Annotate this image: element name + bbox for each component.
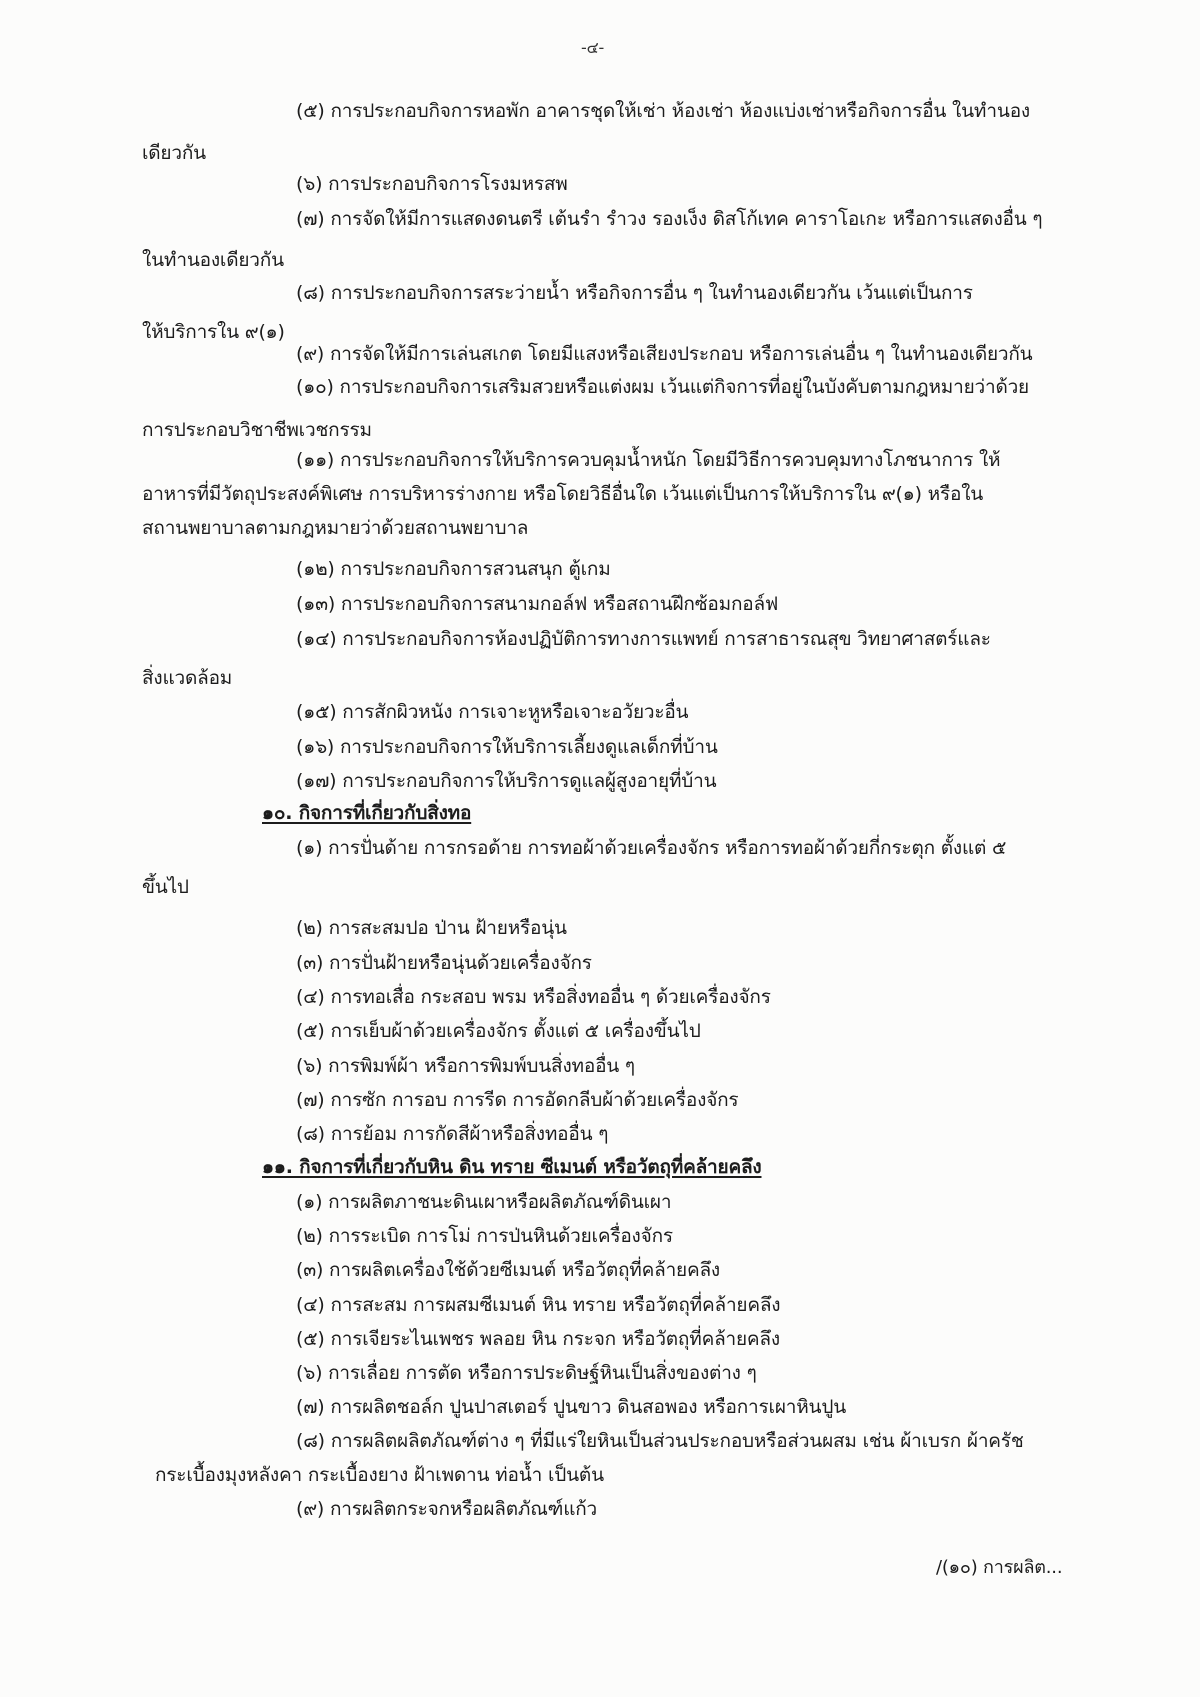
item-9-17: (๑๗) การประกอบกิจการให้บริการดูแลผู้สูงอายุที่บ้าน bbox=[296, 770, 717, 792]
continuation-note: /(๑๐) การผลิต... bbox=[936, 1557, 1063, 1578]
item-10-3: (๓) การปั่นฝ้ายหรือนุ่นด้วยเครื่องจักร bbox=[296, 952, 592, 974]
item-11-8: (๘) การผลิตผลิตภัณฑ์ต่าง ๆ ที่มีแร่ใยหินเป็นส่วนประกอบหรือส่วนผสม เช่น ผ้าเบรก ผ้าครัช bbox=[296, 1430, 1024, 1452]
item-9-8-cont: ให้บริการใน ๙(๑) bbox=[142, 321, 285, 343]
item-10-8: (๘) การย้อม การกัดสีผ้าหรือสิ่งทออื่น ๆ bbox=[296, 1123, 609, 1145]
item-9-5-cont: เดียวกัน bbox=[142, 142, 206, 164]
item-11-6: (๖) การเลื่อย การตัด หรือการประดิษฐ์หินเป็นสิ่งของต่าง ๆ bbox=[296, 1362, 757, 1384]
item-10-6: (๖) การพิมพ์ผ้า หรือการพิมพ์บนสิ่งทออื่น ๆ bbox=[296, 1055, 635, 1077]
item-9-8: (๘) การประกอบกิจการสระว่ายน้ำ หรือกิจการอื่น ๆ ในทำนองเดียวกัน เว้นแต่เป็นการ bbox=[296, 282, 973, 304]
page-number: -๔- bbox=[581, 38, 605, 57]
item-11-5: (๕) การเจียระไนเพชร พลอย หิน กระจก หรือวัตถุที่คล้ายคลึง bbox=[296, 1328, 780, 1350]
item-10-4: (๔) การทอเสื่อ กระสอบ พรม หรือสิ่งทออื่น ๆ ด้วยเครื่องจักร bbox=[296, 986, 771, 1008]
item-11-1: (๑) การผลิตภาชนะดินเผาหรือผลิตภัณฑ์ดินเผา bbox=[296, 1191, 672, 1213]
item-9-13: (๑๓) การประกอบกิจการสนามกอล์ฟ หรือสถานฝึกซ้อมกอล์ฟ bbox=[296, 593, 779, 615]
item-10-2: (๒) การสะสมปอ ป่าน ฝ้ายหรือนุ่น bbox=[296, 917, 567, 939]
item-11-8-cont: กระเบื้องมุงหลังคา กระเบื้องยาง ฝ้าเพดาน ท่อน้ำ เป็นต้น bbox=[155, 1464, 604, 1486]
item-9-9: (๙) การจัดให้มีการเล่นสเกต โดยมีแสงหรือเสียงประกอบ หรือการเล่นอื่น ๆ ในทำนองเดียวกัน bbox=[296, 343, 1033, 365]
item-9-14: (๑๔) การประกอบกิจการห้องปฏิบัติการทางการแพทย์ การสาธารณสุข วิทยาศาสตร์และ bbox=[296, 628, 991, 650]
item-10-7: (๗) การซัก การอบ การรีด การอัดกลีบผ้าด้วยเครื่องจักร bbox=[296, 1089, 739, 1111]
item-9-14-cont: สิ่งแวดล้อม bbox=[142, 667, 233, 689]
item-9-12: (๑๒) การประกอบกิจการสวนสนุก ตู้เกม bbox=[296, 558, 611, 580]
item-9-6: (๖) การประกอบกิจการโรงมหรสพ bbox=[296, 173, 568, 195]
item-9-15: (๑๕) การสักผิวหนัง การเจาะหูหรือเจาะอวัยวะอื่น bbox=[296, 701, 689, 723]
item-9-16: (๑๖) การประกอบกิจการให้บริการเลี้ยงดูแลเด็กที่บ้าน bbox=[296, 736, 718, 758]
item-9-5: (๕) การประกอบกิจการหอพัก อาคารชุดให้เช่า ห้องเช่า ห้องแบ่งเช่าหรือกิจการอื่น ในทำนอง bbox=[296, 100, 1030, 122]
section-11-heading: ๑๑. กิจการที่เกี่ยวกับหิน ดิน ทราย ซีเมนต์ หรือวัตถุที่คล้ายคลึง bbox=[262, 1156, 762, 1178]
item-10-5: (๕) การเย็บผ้าด้วยเครื่องจักร ตั้งแต่ ๕ เครื่องขึ้นไป bbox=[296, 1020, 701, 1042]
item-11-4: (๔) การสะสม การผสมซีเมนต์ หิน ทราย หรือวัตถุที่คล้ายคลึง bbox=[296, 1294, 781, 1316]
item-11-7: (๗) การผลิตชอล์ก ปูนปาสเตอร์ ปูนขาว ดินสอพอง หรือการเผาหินปูน bbox=[296, 1396, 846, 1418]
item-9-10: (๑๐) การประกอบกิจการเสริมสวยหรือแต่งผม เว้นแต่กิจการที่อยู่ในบังคับตามกฎหมายว่าด้วย bbox=[296, 376, 1029, 398]
section-10-heading: ๑๐. กิจการที่เกี่ยวกับสิ่งทอ bbox=[262, 802, 472, 824]
item-10-1: (๑) การปั่นด้าย การกรอด้าย การทอผ้าด้วยเครื่องจักร หรือการทอผ้าด้วยกี่กระตุก ตั้งแต่ ๕ bbox=[296, 837, 1007, 859]
item-9-7-cont: ในทำนองเดียวกัน bbox=[142, 249, 284, 271]
item-11-2: (๒) การระเบิด การโม่ การป่นหินด้วยเครื่องจักร bbox=[296, 1225, 673, 1247]
item-10-1-cont: ขึ้นไป bbox=[142, 876, 189, 898]
item-11-9: (๙) การผลิตกระจกหรือผลิตภัณฑ์แก้ว bbox=[296, 1498, 598, 1520]
item-9-11-cont1: อาหารที่มีวัตถุประสงค์พิเศษ การบริหารร่างกาย หรือโดยวิธีอื่นใด เว้นแต่เป็นการให้บริการใน ๙(๑) หรือใน bbox=[142, 483, 984, 505]
item-9-11: (๑๑) การประกอบกิจการให้บริการควบคุมน้ำหนัก โดยมีวิธีการควบคุมทางโภชนาการ ให้ bbox=[296, 449, 1001, 471]
item-11-3: (๓) การผลิตเครื่องใช้ด้วยซีเมนต์ หรือวัตถุที่คล้ายคลึง bbox=[296, 1259, 720, 1281]
item-9-7: (๗) การจัดให้มีการแสดงดนตรี เต้นรำ รำวง รองเง็ง ดิสโก้เทค คาราโอเกะ หรือการแสดงอื่น ๆ bbox=[296, 208, 1043, 230]
item-9-10-cont: การประกอบวิชาชีพเวชกรรม bbox=[142, 419, 372, 441]
item-9-11-cont2: สถานพยาบาลตามกฎหมายว่าด้วยสถานพยาบาล bbox=[142, 517, 529, 539]
